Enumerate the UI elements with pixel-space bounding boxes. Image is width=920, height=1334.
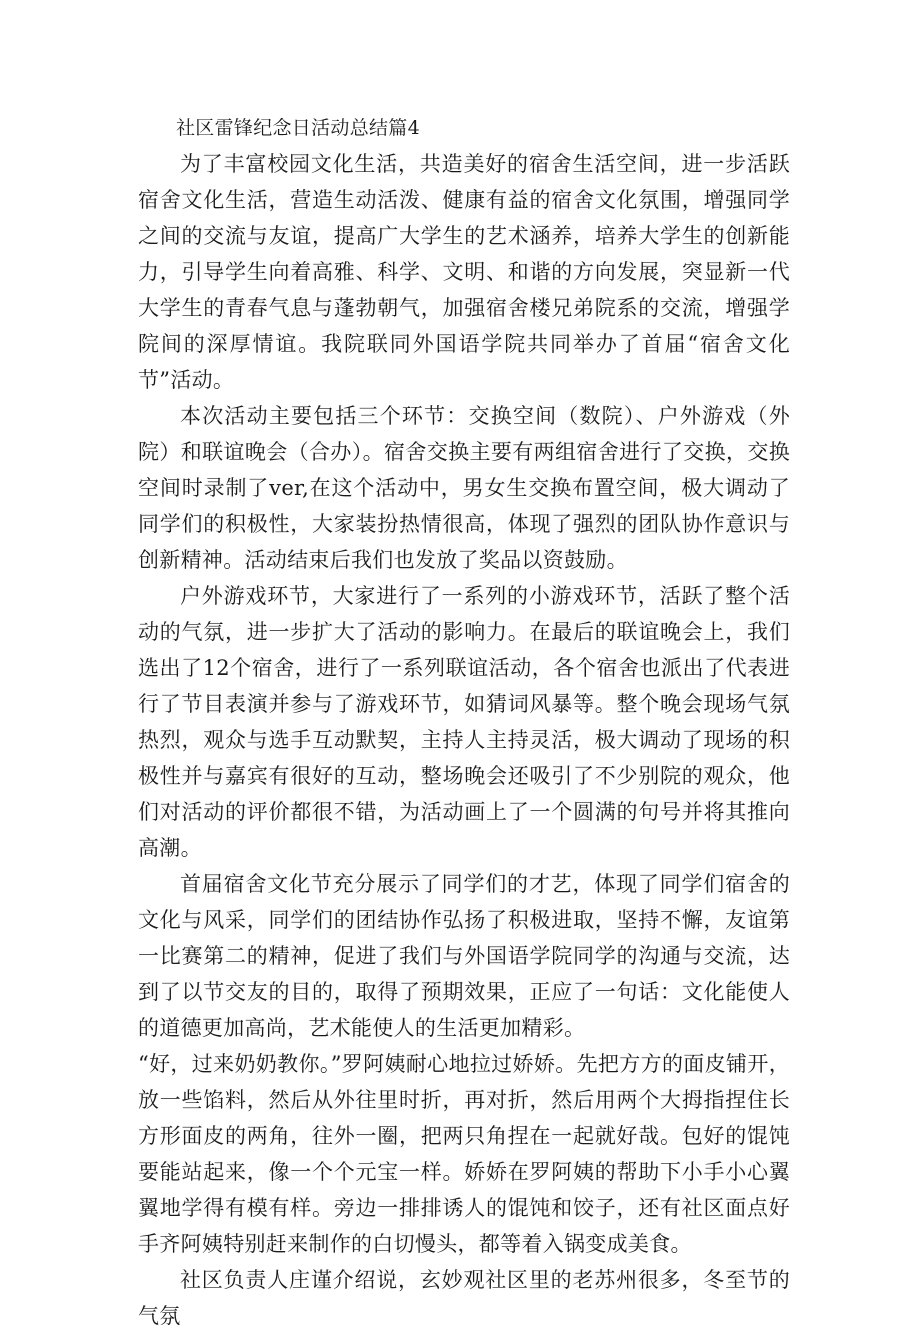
document-body (138, 110, 790, 1334)
paragraph-4: 首届宿舍文化节充分展示了同学们的才艺，体现了同学们宿舍的文化与风采，同学们的团结协作弘扬了积极进取，坚持不懈，友谊第一比赛第二的精神，促进了我们与外国语学院同学的沟通与交流，达到了以节交友的目的，取得了预期效果，正应了一句话：文化能使人的道德更加高尚，艺术能使人的生活更加精彩。 (138, 872, 790, 1040)
paragraph-2: 本次活动主要包括三个环节：交换空间（数院）、户外游戏（外院）和联谊晚会（合办）。宿舍交换主要有两组宿舍进行了交换，交换空间时录制了ver,在这个活动中，男女生交换布置空间，极大调动了同学们的积极性，大家装扮热情很高，体现了强烈的团队协作意识与创新精神。活动结束后我们也发放了奖品以资鼓励。 (138, 404, 790, 572)
document-title: 社区雷锋纪念日活动总结篇4 (176, 117, 420, 139)
paragraph-3: 户外游戏环节，大家进行了一系列的小游戏环节，活跃了整个活动的气氛，进一步扩大了活动的影响力。在最后的联谊晚会上，我们选出了12个宿舍，进行了一系列联谊活动，各个宿舍也派出了代表进行了节目表演并参与了游戏环节，如猜词风暴等。整个晚会现场气氛热烈，观众与选手互动默契，主持人主持灵活，极大调动了现场的积极性并与嘉宾有很好的互动，整场晚会还吸引了不少别院的观众，他们对活动的评价都很不错，为活动画上了一个圆满的句号并将其推向高潮。 (138, 584, 790, 860)
paragraph-6: 社区负责人庄谨介绍说，玄妙观社区里的老苏州很多，冬至节的气氛 (138, 1268, 790, 1328)
paragraph-1: 为了丰富校园文化生活，共造美好的宿舍生活空间，进一步活跃宿舍文化生活，营造生动活泼、健康有益的宿舍文化氛围，增强同学之间的交流与友谊，提高广大学生的艺术涵养，培养大学生的创新能力，引导学生向着高雅、科学、文明、和谐的方向发展，突显新一代大学生的青春气息与蓬勃朝气，加强宿舍楼兄弟院系的交流，增强学院间的深厚情谊。我院联同外国语学院共同举办了首届“宿舍文化节”活动。 (138, 152, 790, 392)
paragraph-5: “好，过来奶奶教你。”罗阿姨耐心地拉过娇娇。先把方方的面皮铺开，放一些馅料，然后从外往里时折，再对折，然后用两个大拇指捏住长方形面皮的两角，往外一圈，把两只角捏在一起就好哉。包好的馄饨要能站起来，像一个个元宝一样。娇娇在罗阿姨的帮助下小手小心翼翼地学得有模有样。旁边一排排诱人的馄饨和饺子，还有社区面点好手齐阿姨特别赶来制作的白切慢头，都等着入锅变成美食。 (138, 1052, 790, 1256)
